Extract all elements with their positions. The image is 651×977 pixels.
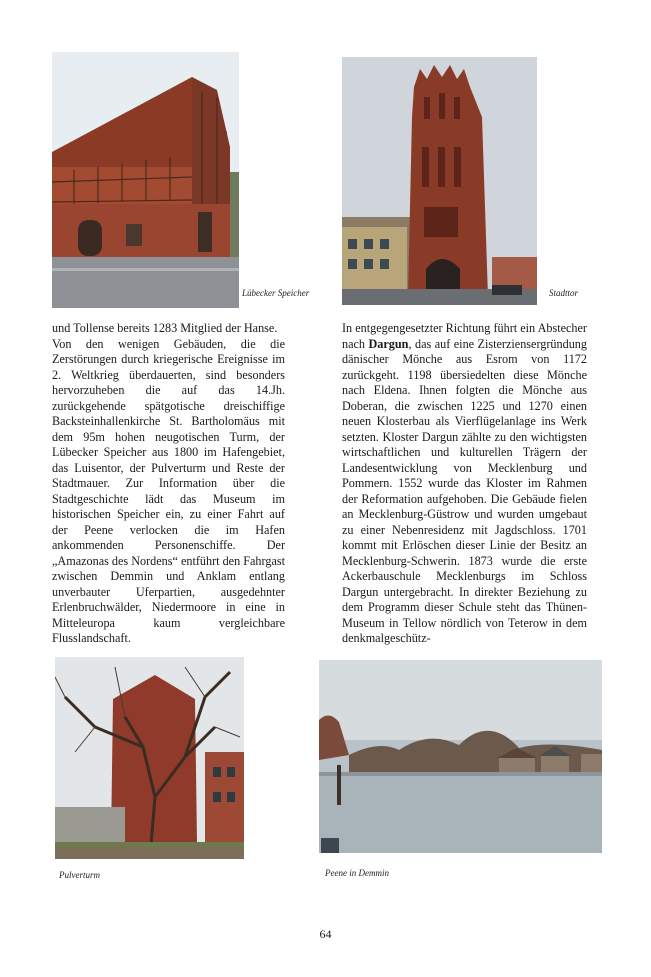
caption-luebecker-speicher: Lübecker Speicher <box>242 288 310 298</box>
right-paragraph-1 <box>342 321 587 647</box>
caption-stadttor: Stadttor <box>549 288 579 298</box>
page-number: 64 <box>319 927 332 941</box>
photo-luebecker-speicher <box>52 52 239 308</box>
caption-pulverturm: Pulverturm <box>59 870 100 880</box>
left-paragraph-2: Von den wenigen Gebäuden, die die Zerstörungen durch kriegerische Ereignisse im 2. Weltkrieg überdauerten, sind besonders hervorzuheben die auf das 14.Jh. zurückgehende spätgotische dreischiffige Backsteinhallenkirche St. Bartholomäus mit dem 95m hohen neugotischen Turm, der Lübecker Speicher aus 1800 im Hafengebiet, das Luisentor, der Pulverturm und Reste der Stadtmauer. Zur Information über die Stadtgeschichte lädt das Museum im historischen Speicher ein, zu einer Fahrt auf der Peene verlocken die im Hafen ankommenden Personenschiffe. Der „Amazonas des Nordens“ entführt den Fahrgast zwischen Demmin und Anklam entlang unverbauter Uferpartien, ausgedehnter Erlenbruchwälder, Niedermoore in eine in Mitteleuropa kaum vergleichbare Flusslandschaft. <box>52 336 285 645</box>
right-text-column <box>342 321 587 647</box>
photo-peene <box>319 660 602 853</box>
right-text-start: In entgegengesetzter Richtung führt ein Abstecher nach <box>342 321 587 351</box>
right-text-rest: , das auf eine Zisterziensergründung dänischer Mönche aus Esrom von 1172 zurückgeht. 1198 übersiedelten diese Mönche nach Eldena. Ihnen folgten die Mönche aus Doberan, die zwischen 1225 und 1270 einen neuen Klosterbau als Vierflügelanlage ins Werk setzten. Kloster Dargun zählte zu den wichtigsten wirtschaftlichen und kulturellen Trägern der Landesentwicklung von Mecklenburg und Pommern. 1552 wurde das Kloster im Rahmen der Reformation aufgehoben. Die Gebäude fielen an Mecklenburg-Güstrow und wurden umgebaut zu einer Nebenresidenz mit Jagdschloss. 1701 kommt mit Erlöschen dieser Linie der Besitz an Mecklenburg-Schwerin. 1873 wurde die erste Ackerbauschule Mecklenburgs im Schloss Dargun untergebracht. In direkter Beziehung zu dem Programm dieser Schule steht das Thünen-Museum in Tellow nördlich von Teterow in dem denkmalgeschütz- <box>342 336 587 645</box>
left-paragraph-1: und Tollense bereits 1283 Mitglied der Hanse. <box>52 321 278 335</box>
photo-pulverturm <box>55 657 244 859</box>
left-text-column <box>52 321 285 647</box>
dargun-bold: Dargun <box>368 336 409 351</box>
photo-stadttor <box>342 57 537 305</box>
caption-peene: Peene in Demmin <box>325 868 389 878</box>
